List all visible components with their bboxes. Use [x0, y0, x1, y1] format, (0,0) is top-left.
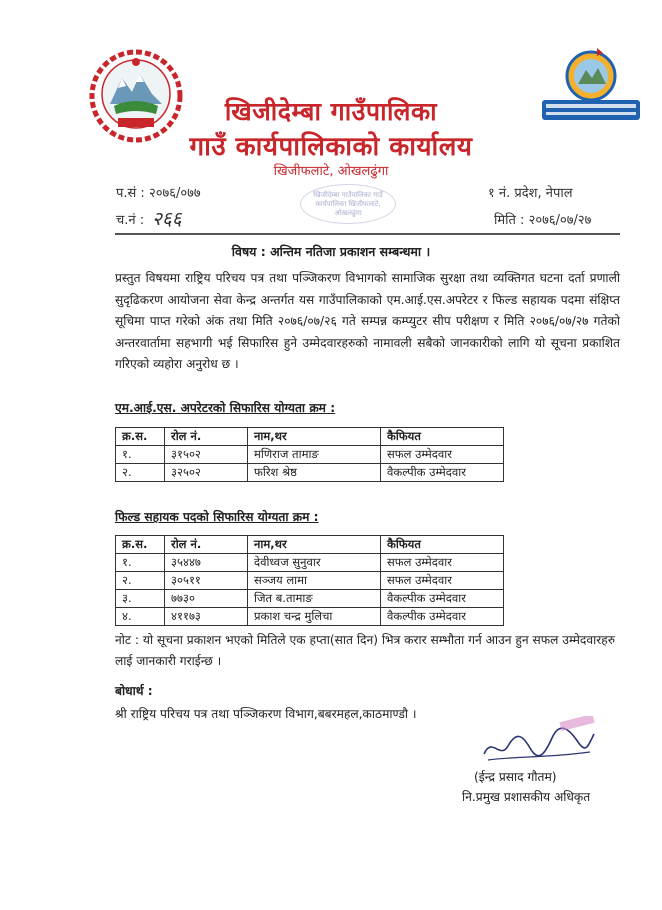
table-row: [116, 572, 504, 590]
col-name: नाम,थर: [248, 536, 381, 554]
cell-remark: वैकल्पीक उम्मेदवार: [381, 608, 504, 626]
signatory-post: नि.प्रमुख प्रशासकीय अधिकृत: [462, 790, 591, 804]
chalani-label: च.नं :: [116, 213, 145, 228]
col-serial: क्र.स.: [116, 536, 165, 554]
chalani-number: २६६: [152, 208, 182, 230]
col-roll: रोल नं.: [165, 536, 248, 554]
cell-serial: ४.: [116, 608, 165, 626]
table-header-row: [116, 428, 504, 446]
cell-serial: २.: [116, 572, 165, 590]
field-assistant-table: [115, 535, 504, 626]
cell-name: जित ब.तामाङ: [248, 590, 381, 608]
col-serial: क्र.स.: [116, 428, 165, 446]
col-name: नाम,थर: [248, 428, 381, 446]
cell-roll: ३५४४७: [165, 554, 248, 572]
office-stamp: खिजीदेम्बा गाउँपालिका गाउँ कार्यपालिका खिजीफलाटे, ओखलढुंगा: [300, 184, 396, 224]
table2-title: फिल्ड सहायक पदको सिफारिस योग्यता क्रम :: [115, 510, 319, 524]
cell-name: सञ्जय लामा: [248, 572, 381, 590]
cc-recipient: श्री राष्ट्रिय परिचय पत्र तथा पञ्जिकरण विभाग,बबरमहल,काठमाण्डौ ।: [115, 707, 417, 721]
cc-label: बोधार्थ :: [115, 684, 153, 698]
header-divider: [115, 233, 620, 235]
cell-roll: ३०५११: [165, 572, 248, 590]
office-address: खिजीफलाटे, ओखलढुंगा: [273, 164, 389, 179]
cell-roll: ३२५०२: [165, 464, 248, 482]
province-label: १ नं. प्रदेश, नेपाल: [488, 186, 573, 201]
cell-serial: ३.: [116, 590, 165, 608]
table-header-row: [116, 536, 504, 554]
col-remark: कैफियत: [381, 428, 504, 446]
body-paragraph: प्रस्तुत विषयमा राष्ट्रिय परिचय पत्र तथा पञ्जिकरण विभागको सामाजिक सुरक्षा तथा व्यक्तिगत घटना दर्ता प्रणाली सुदृढिकरण आयोजना सेवा केन्द्र अन्तर्गत यस गाउँपालिकाको एम.आई.एस.अपरेटर र फिल्ड सहायक पदमा संक्षिप्त सूचिमा पाप्त गरेको अंक तथा मिति २०७६/०७/२६ गते सम्पन्न कम्प्युटर सीप परीक्षण र मिति २०७६/०७/२७ गतेको अन्तरवार्तामा सहभागी भई सिफारिस हुने उम्मेदवारहरुको नामावली सबैको जानकारीको लागि यो सूचना प्रकाशित गरिएको व्यहोरा अनुरोध छ ।: [115, 271, 620, 371]
patra-sankhya: प.सं : २०७६/०७७: [116, 186, 201, 201]
subject-line: विषय : अन्तिम नतिजा प्रकाशन सम्बन्धमा ।: [231, 244, 431, 259]
col-roll: रोल नं.: [165, 428, 248, 446]
office-name: गाउँ कार्यपालिकाको कार्यालय: [189, 132, 473, 162]
cell-name: मणिराज तामाङ: [248, 446, 381, 464]
cell-remark: सफल उम्मेदवार: [381, 446, 504, 464]
table-row: [116, 590, 504, 608]
cell-remark: वैकल्पीक उम्मेदवार: [381, 464, 504, 482]
table-row: [116, 608, 504, 626]
cell-roll: ७७३०: [165, 590, 248, 608]
cell-roll: ३१५०२: [165, 446, 248, 464]
cell-roll: ४११७३: [165, 608, 248, 626]
municipality-name: खिजीदेम्बा गाउँपालिका: [224, 97, 438, 126]
table-row: [116, 464, 504, 482]
cell-remark: सफल उम्मेदवार: [381, 554, 504, 572]
mis-operator-table: [115, 427, 504, 482]
handwritten-signature: [478, 716, 598, 766]
cell-name: देवीध्वज सुनुवार: [248, 554, 381, 572]
cell-name: प्रकाश चन्द्र मुलिचा: [248, 608, 381, 626]
cell-serial: २.: [116, 464, 165, 482]
cell-name: फरिश श्रेष्ठ: [248, 464, 381, 482]
note-paragraph: नोट : यो सूचना प्रकाशन भएको मितिले एक हप्ता(सात दिन) भित्र करार सम्भौता गर्न आउन हुन सफल उम्मेदवारहरु लाई जानकारी गराईन्छ ।: [115, 633, 616, 668]
table1-title: एम.आई.एस. अपरेटरको सिफारिस योग्यता क्रम :: [115, 401, 336, 415]
table-row: [116, 446, 504, 464]
cell-serial: १.: [116, 554, 165, 572]
date-label: मिति : २०७६/०७/२७: [494, 213, 592, 228]
table-row: [116, 554, 504, 572]
signatory-name: (ईन्द्र प्रसाद गौतम): [474, 770, 557, 784]
cell-remark: सफल उम्मेदवार: [381, 572, 504, 590]
cell-serial: १.: [116, 446, 165, 464]
col-remark: कैफियत: [381, 536, 504, 554]
cell-remark: वैकल्पीक उम्मेदवार: [381, 590, 504, 608]
